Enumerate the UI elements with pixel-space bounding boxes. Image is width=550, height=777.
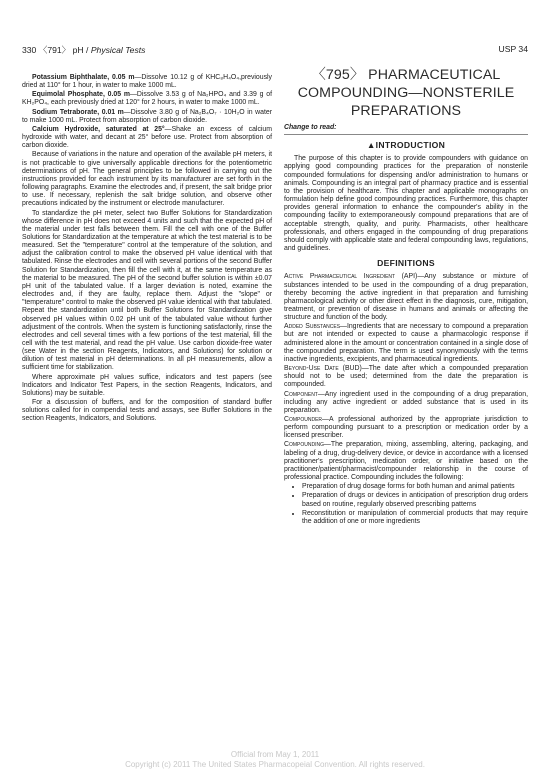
list-item: • Preparation of drug dosage forms for both human and animal patients [302,483,528,491]
title-line-3: PREPARATIONS [350,103,462,119]
def-added: —Ingredients that are necessary to compound a preparation but are not intended or expected to cause a pharmacologic response if administered alone in the amount or concentration contained in a single dose of the compounded preparation. The term is used synonymously with the terms inactive ingredients, excipients, and pharmaceutical ingredients. [284,323,528,363]
def-compounding: —The preparation, mixing, assembling, altering, packaging, and labeling of a drug, drug-delivery device, or device in accordance with a licensed practitioner's prescription, medication order, or initiative based on the practitioner/patient/pharmacist/compounder relationship in the course of professional practice. Compounding includes the following: [284,441,528,482]
buffer-name-biphthalate: Potassium Biphthalate, 0.05 m [32,74,135,81]
chapter-title [284,66,528,120]
intro-text: The purpose of this chapter is to provide compounders with guidance on applying good compounding practices for the preparation of nonsterile compounded formulations for dispensing and/or administration to humans or animals. Compounding is an integral part of pharmacy practice and is essential to the provision of healthcare. This chapter and applicable monographs on formulation help define good compounding practices. Furthermore, this chapter provides general information to enhance the compounder's ability in the compounding facility to extemporaneously compound preparations that are of acceptable strength, quality, and purity. Pharmacists, other healthcare professionals, and others engaged in the compounding of drug preparations should comply with applicable state and federal compounding laws, regulations, and guidelines. [284,155,528,253]
title-line-2: COMPOUNDING—NONSTERILE [297,85,515,101]
header-left: 330 〈791〉 pH / Physical Tests [22,45,146,55]
buffer-text-tetraborate: —Dissolve 3.80 g of Na₂B₄O₇ · 10H₂O in water to make 1000 mL. Protect from absorption of carbon dioxide. [22,108,272,124]
definition-bud [284,365,528,389]
definitions-heading: DEFINITIONS [377,258,435,269]
footer-official: Official from May 1, 2011 [230,750,320,759]
term-bud: Beyond-Use Date (BUD) [284,365,362,373]
paragraph-buffers: For a discussion of buffers, and for the composition of standard buffer solutions called for in compendial tests and assays, see Buffer Solutions in the section Reagents, Indicators, and Solutions. [22,399,272,423]
buffer-text-calcium: —Shake an excess of calcium hydroxide with water, and decant at 25° before use. Protect from absorption of carbon dioxide. [22,125,272,150]
left-column [22,74,272,425]
compounding-list [292,483,528,526]
buffer-text-phosphate: —Dissolve 3.53 g of Na₂HPO₄ and 3.39 g of KH₂PO₄, each previously dried at 120° for 2 hours, in water to make 1000 mL. [22,91,272,107]
intro-heading: ▲INTRODUCTION [366,140,446,151]
buffer-name-phosphate: Equimolal Phosphate, 0.05 m [32,91,130,99]
footer-copyright: Copyright (c) 2011 The United States Pharmacopeial Convention. All rights reserved. [125,760,425,769]
section-name: Physical Tests [90,45,146,55]
definition-compounder [284,416,528,440]
term-api: Active Pharmaceutical Ingredient (API) [284,273,418,281]
buffer-name-tetraborate: Sodium Tetraborate, 0.01 m [32,108,124,116]
paragraph-approximate: Where approximate pH values suffice, indicators and test papers (see Indicators and Indicator Test Papers, in the section Reagents, Indicators, and Solutions) may be suitable. [22,373,272,397]
definition-added [284,323,528,364]
edition-label: USP 34 [498,44,528,54]
buffer-name-calcium: Calcium Hydroxide, saturated at 25° [32,125,165,133]
definition-api [284,273,528,322]
def-bud: —The date after which a compounded preparation should not to be used; determined from the date the preparation is compounded. [284,365,528,389]
definition-compounding [284,441,528,482]
def-compounder: —A professional authorized by the appropriate jurisdiction to perform compounding pursuant to a prescription or medication order by a licensed prescriber. [284,416,528,440]
list-item: • Reconstitution or manipulation of commercial products that may require the addition of one or more ingredients [302,510,528,526]
page-number: 330 [22,45,37,55]
def-component: —Any ingredient used in the compounding of a drug preparation, including any active ingredient or added substance that is used in its preparation. [284,390,528,414]
title-line-1: 〈795〉 PHARMACEUTICAL [311,67,501,83]
change-label: Change to read: [284,124,528,135]
paragraph-meter-variations: Because of variations in the nature and operation of the available pH meters, it is not practicable to give universally applicable directions for the potentiometric determinations of pH. The general principles to be followed in carrying out the instructions provided for each instrument by its manufacturer are set forth in the following paragraphs. Examine the electrodes and, if present, the salt bridge prior to use. If necessary, replenish the salt bridge solution, and observe other precautions indicated by the instrument or electrode manufacturer. [22,151,272,208]
term-compounder: Compounder [284,416,323,423]
term-component: Component [284,390,318,398]
right-column [284,124,528,527]
buffer-text-biphthalate: —Dissolve 10.12 g of KHC₈H₄O₄,previously dried at 110° for 1 hour, in water to make 1000 mL. [22,74,273,90]
paragraph-standardize: To standardize the pH meter, select two Buffer Solutions for Standardization whose difference in pH does not exceed 4 units and such that the expected pH of the material under test falls between them. Fill the cell with one of the Buffer Solutions for Standardization at the temperature at which the test material is to be measured. Set the "temperature" control at the temperature of the solution, and adjust the calibration control to make the observed pH value identical with that tabulated. Rinse the electrodes and cell with several portions of the second Buffer Solution for Standardization, then fill the cell with it, at the same temperature as the material to be measured. The pH of the second buffer solution is within ±0.07 pH unit of the tabulated value. If a larger deviation is noted, examine the electrodes and, if they are faulty, replace them. Adjust the "slope" or "temperature" control to make the observed pH value identical with that tabulated. Repeat the standardization until both Buffer Solutions for Standardization give observed pH values within 0.02 pH unit of the tabulated value without further adjustment of the controls. When the system is functioning satisfactorily, rinse the electrodes and cell several times with a few portions of the test material, fill the cell with the test material, and read the pH value. Use carbon dioxide-free water (see Water in the section Reagents, Indicators, and Solutions) for solution or dilution of test material in pH determinations. In all pH measurements, allow a sufficient time for stabilization. [22,209,272,372]
term-added: Added Substances [284,323,341,331]
list-item: • Preparation of drugs or devices in anticipation of prescription drug orders based on routine, regularly observed prescribing patterns [302,492,528,508]
def-api: —Any substance or mixture of substances intended to be used in the compounding of a drug preparation, thereby becoming the active ingredient in that preparation and furnishing pharmacological activity or other direct effect in the diagnosis, cure, mitigation, treatment, or prevention of disease in humans and animals or affecting the structure and function of the body. [284,273,529,322]
chapter-ref: 〈791〉 pH [38,45,84,55]
definition-component [284,391,528,415]
term-compounding: Compounding [284,441,324,449]
